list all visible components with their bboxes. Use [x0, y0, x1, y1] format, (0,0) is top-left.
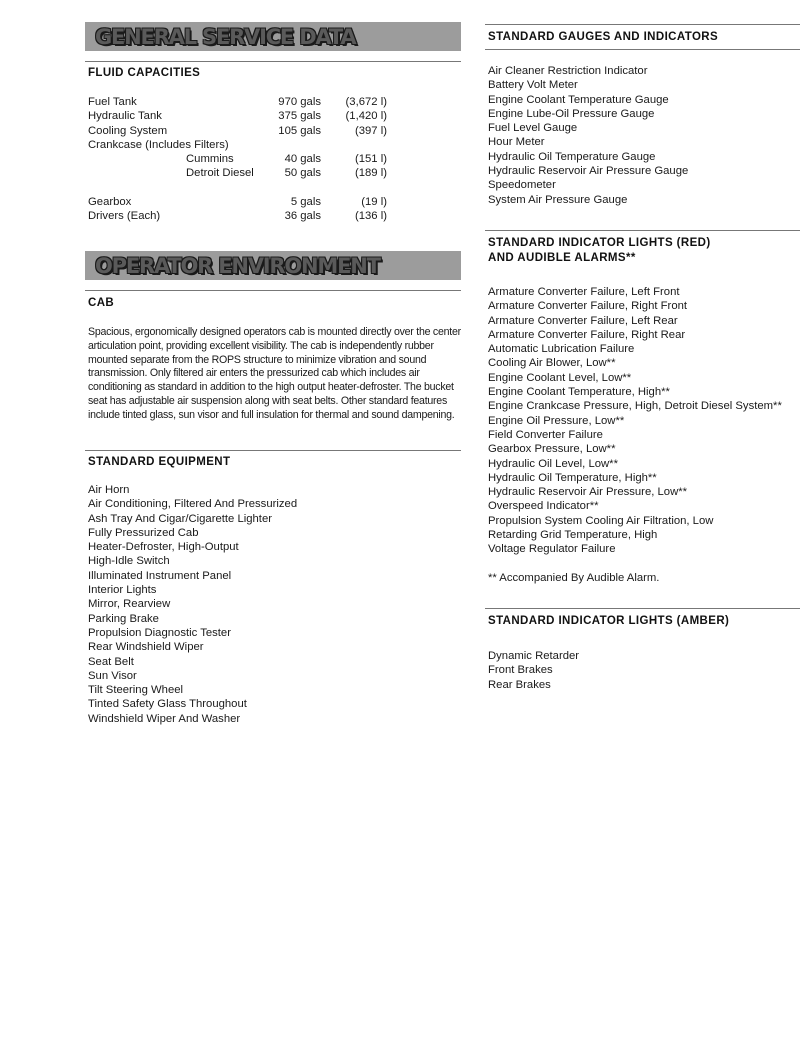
red-light-item: Armature Converter Failure, Left Rear: [488, 314, 678, 327]
fluid-name: Hydraulic Tank: [88, 110, 162, 123]
divider: [85, 61, 461, 62]
red-light-item: Propulsion System Cooling Air Filtration, Low: [488, 514, 714, 527]
equipment-item: Air Horn: [88, 484, 130, 496]
equipment-item: Rear Windshield Wiper: [88, 641, 204, 654]
fluid-liters: (151 l): [354, 153, 387, 166]
red-light-item: Gearbox Pressure, Low**: [488, 443, 616, 456]
amber-lights-header: STANDARD INDICATOR LIGHTS (AMBER): [488, 615, 730, 627]
general-service-data-title: GENERAL SERVICE DATA: [95, 24, 356, 49]
red-light-item: Hydraulic Oil Level, Low**: [488, 457, 618, 470]
equipment-item: Heater-Defroster, High-Output: [88, 541, 239, 554]
divider: [85, 450, 461, 451]
fluid-name: Detroit Diesel: [186, 167, 254, 180]
gauges-list: [488, 64, 688, 207]
red-light-item: Armature Converter Failure, Left Front: [488, 286, 680, 298]
audible-alarm-footnote: ** Accompanied By Audible Alarm.: [488, 572, 660, 584]
crankcase-label: Crankcase (Includes Filters): [88, 138, 229, 151]
divider: [485, 24, 800, 25]
red-light-item: Cooling Air Blower, Low**: [488, 357, 616, 370]
fluid-name: Cooling System: [88, 124, 168, 137]
red-light-item: Armature Converter Failure, Right Front: [488, 300, 688, 313]
cab-header: CAB: [88, 297, 115, 309]
gauge-item: Hour Meter: [488, 136, 545, 149]
equipment-item: Interior Lights: [88, 584, 157, 597]
red-light-item: Hydraulic Reservoir Air Pressure, Low**: [488, 486, 688, 499]
gauge-item: Air Cleaner Restriction Indicator: [488, 65, 648, 77]
operator-environment-banner: [85, 251, 461, 280]
red-light-item: Armature Converter Failure, Right Rear: [488, 328, 686, 341]
fluid-row: [88, 166, 461, 180]
red-light-item: Overspeed Indicator**: [488, 500, 599, 513]
fluid-row: [88, 209, 461, 223]
fluid-gallons: 5 gals: [290, 196, 321, 209]
red-light-item: Engine Oil Pressure, Low**: [488, 414, 625, 427]
gauge-item: Hydraulic Oil Temperature Gauge: [488, 150, 656, 163]
red-lights-header-line2: AND AUDIBLE ALARMS**: [488, 252, 636, 264]
fluid-gallons: 50 gals: [284, 167, 321, 180]
amber-light-item: Dynamic Retarder: [488, 650, 580, 662]
fluid-liters: (19 l): [361, 196, 387, 209]
fluid-name: Fuel Tank: [88, 96, 137, 108]
fluid-liters: (397 l): [354, 124, 387, 137]
fluid-capacities-table: [88, 95, 461, 224]
divider: [85, 290, 461, 291]
fluid-row: [88, 152, 461, 166]
equipment-item: Tinted Safety Glass Throughout: [88, 698, 247, 711]
operator-environment-title: OPERATOR ENVIRONMENT: [95, 253, 380, 278]
fluid-liters: (189 l): [354, 167, 387, 180]
equipment-item: Fully Pressurized Cab: [88, 526, 199, 539]
fluid-row: [88, 124, 461, 138]
equipment-item: Propulsion Diagnostic Tester: [88, 626, 231, 639]
red-light-item: Engine Crankcase Pressure, High, Detroit Diesel System**: [488, 400, 782, 413]
fluid-row: [88, 109, 461, 123]
divider: [485, 49, 800, 50]
gauge-item: Speedometer: [488, 179, 556, 192]
fluid-gallons: 970 gals: [278, 96, 321, 108]
fluid-name: Gearbox: [88, 196, 132, 209]
fluid-gallons: 36 gals: [284, 210, 321, 223]
red-light-item: Retarding Grid Temperature, High: [488, 529, 658, 542]
red-light-item: Voltage Regulator Failure: [488, 543, 616, 556]
fluid-name: Cummins: [186, 153, 234, 166]
divider: [485, 608, 800, 609]
standard-equipment-list: [88, 483, 297, 726]
red-light-item: Engine Coolant Level, Low**: [488, 371, 632, 384]
amber-light-item: Front Brakes: [488, 664, 553, 677]
equipment-item: Windshield Wiper And Washer: [88, 712, 241, 725]
fluid-capacities-header: FLUID CAPACITIES: [88, 67, 201, 79]
equipment-item: Illuminated Instrument Panel: [88, 569, 232, 582]
equipment-item: Mirror, Rearview: [88, 598, 171, 611]
fluid-row: [88, 95, 461, 109]
fluid-row: [88, 195, 461, 209]
fluid-gallons: 40 gals: [284, 153, 321, 166]
fluid-gallons: 375 gals: [278, 110, 321, 123]
standard-equipment-header: STANDARD EQUIPMENT: [88, 456, 231, 468]
fluid-gallons: 105 gals: [278, 124, 321, 137]
equipment-item: Air Conditioning, Filtered And Pressurized: [88, 498, 298, 511]
gauge-item: Battery Volt Meter: [488, 79, 578, 92]
cab-description: Spacious, ergonomically designed operators cab is mounted directly over the center articulation point, providing excellent visibility. The cab is independently rubber mounted separate from the ROPS structure to minimize vibration and sound transmission. Only filtered air enters the pressurized cab which includes air conditioning as standard in addition to the high output heater-defroster. The bucket seat has adjustable air suspension along with seat belts. Other standard features include tinted glass, sun visor and full insulation for thermal and sound dampening.: [88, 326, 461, 421]
gauges-header: STANDARD GAUGES AND INDICATORS: [488, 31, 719, 43]
gauge-item: Engine Lube-Oil Pressure Gauge: [488, 107, 655, 120]
red-lights-header-line1: STANDARD INDICATOR LIGHTS (RED): [488, 237, 711, 249]
equipment-item: Ash Tray And Cigar/Cigarette Lighter: [88, 512, 272, 525]
fluid-liters: (1,420 l): [345, 110, 387, 123]
red-light-item: Hydraulic Oil Temperature, High**: [488, 471, 657, 484]
red-light-item: Field Converter Failure: [488, 428, 603, 441]
red-light-item: Engine Coolant Temperature, High**: [488, 386, 670, 399]
fluid-name: Drivers (Each): [88, 210, 161, 223]
red-lights-list: [488, 285, 782, 557]
fluid-liters: (136 l): [354, 210, 387, 223]
divider: [485, 230, 800, 231]
fluid-row: [88, 138, 461, 152]
general-service-data-banner: [85, 22, 461, 51]
equipment-item: Sun Visor: [88, 669, 137, 682]
equipment-item: Parking Brake: [88, 612, 159, 625]
gauge-item: Engine Coolant Temperature Gauge: [488, 93, 669, 106]
red-lights-header: [488, 236, 711, 266]
amber-lights-list: [488, 649, 579, 692]
gauge-item: Fuel Level Gauge: [488, 122, 578, 135]
equipment-item: Seat Belt: [88, 655, 134, 668]
gauge-item: System Air Pressure Gauge: [488, 193, 628, 206]
red-light-item: Automatic Lubrication Failure: [488, 343, 635, 356]
equipment-item: High-Idle Switch: [88, 555, 170, 568]
amber-light-item: Rear Brakes: [488, 678, 551, 691]
gauge-item: Hydraulic Reservoir Air Pressure Gauge: [488, 165, 689, 178]
fluid-liters: (3,672 l): [345, 96, 387, 108]
equipment-item: Tilt Steering Wheel: [88, 684, 184, 697]
